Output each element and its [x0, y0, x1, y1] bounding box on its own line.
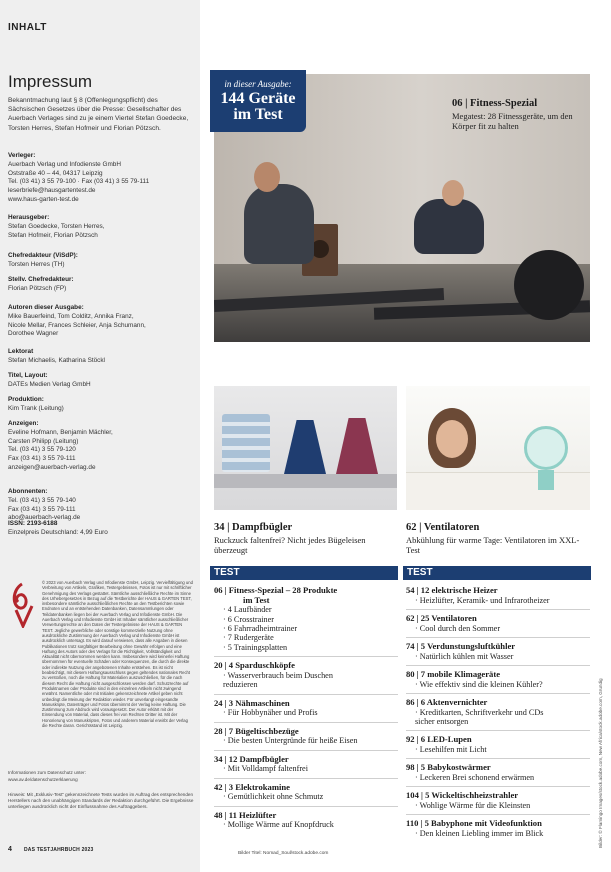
toc-entry[interactable]: [406, 642, 590, 661]
impressum-block-line: Eveline Hofmann, Benjamin Mächler,: [8, 428, 113, 436]
toc-divider: [406, 693, 590, 694]
privacy-url[interactable]: www.av.de/datenschutzerklaerung: [8, 777, 78, 782]
toc-entry-subtitle: · 7 Rudergeräte: [223, 633, 274, 643]
impressum-block-line[interactable]: leserbriefe@hausgartentest.de: [8, 187, 96, 195]
toc-entry-subtitle: · Natürlich kühlen mit Wasser: [415, 651, 514, 661]
toc-entry[interactable]: [406, 698, 590, 726]
publisher-logo-icon: [8, 580, 38, 628]
impressum-block-line: Tel. (03 41) 3 55 79-140: [8, 496, 76, 504]
impressum-block: [8, 520, 196, 538]
toc-divider: [214, 722, 398, 723]
feature-caption-fan[interactable]: [406, 522, 589, 555]
impressum-block-label: Herausgeber:: [8, 214, 50, 221]
exclusive-test-hint: Hinweis: Mit „Exklusiv-Test“ gekennzeichnete Tests wurden im Auftrag des entsprechenden Herstellers nach den unabhängigen Standards der Redaktion durchgeführt. Die Ergebnisse unterliegen ausdrücklich nicht der Einflussnahme des Auftraggebers.: [8, 792, 194, 809]
toc-divider: [406, 665, 590, 666]
toc-entry-title: 104 | 5 Wickeltischheizstrahler: [406, 790, 519, 801]
toc-entry[interactable]: [406, 791, 590, 810]
photo-credit-title: Bilder Titel: Nomad_Soul/stock.adobe.com: [238, 851, 329, 856]
impressum-block-label: Stellv. Chefredakteur:: [8, 276, 74, 283]
impressum-block-line[interactable]: anzeigen@auerbach-verlag.de: [8, 463, 96, 471]
impressum-block-line[interactable]: abo@auerbach-verlag.de: [8, 514, 81, 522]
toc-entry-subtitle: · 6 Fahrradheimtrainer: [223, 624, 298, 633]
toc-entry[interactable]: [214, 783, 398, 802]
hero-caption[interactable]: [452, 98, 587, 131]
impressum-block-label: Produktion:: [8, 396, 44, 403]
impressum-block-line: Einzelpreis Deutschland: 4,99 Euro: [8, 528, 108, 536]
fan-feature-image: [406, 386, 590, 510]
toc-entry[interactable]: [214, 586, 398, 652]
toc-entry-title: 28 | 7 Bügeltischbezüge: [214, 725, 299, 736]
impressum-block: [8, 372, 196, 390]
impressum-block-line: Nicole Mellar, Frances Schleier, Anja Schumann,: [8, 321, 146, 329]
impressum-block-line: Dorothee Wagner: [8, 330, 59, 338]
toc-right: [406, 586, 590, 842]
toc-entry-subtitle: · Wohlige Wärme für die Kleinsten: [415, 801, 531, 810]
toc-entry-subtitle: · 5 Trainingsplatten: [223, 642, 288, 652]
impressum-block: [8, 396, 196, 414]
toc-entry[interactable]: [406, 735, 590, 754]
toc-entry-title: 06 | Fitness-Spezial – 28 Produkte im Test: [214, 585, 338, 605]
impressum-block-label: Titel, Layout:: [8, 372, 48, 379]
impressum-block-line: Fax (03 41) 3 55 79-111: [8, 505, 76, 513]
toc-entry-subtitle: · Heizlüfter, Keramik- und Infrarotheizer: [415, 595, 550, 605]
toc-bar-left: TEST: [210, 566, 398, 580]
impressum-block-line: Carsten Philipp (Leitung): [8, 437, 79, 445]
toc-entry-subtitle: · Den kleinen Liebling immer im Blick: [415, 829, 544, 838]
toc-divider: [214, 656, 398, 657]
toc-entry-title: 42 | 3 Elektrokamine: [214, 781, 290, 792]
feature-caption-iron[interactable]: [214, 522, 397, 555]
impressum-block-line: Tel. (03 41) 3 55 79-100 · Fax (03 41) 3 55 79-111: [8, 178, 150, 186]
toc-entry[interactable]: [406, 670, 590, 689]
toc-entry-subtitle: · Wasserverbrauch beim Duschen: [223, 670, 333, 680]
toc-entry-subtitle: · Wie effektiv sind die kleinen Kühler?: [415, 679, 543, 689]
fan-icon: [524, 426, 568, 470]
feature-subtext: Ruckzuck faltenfrei? Nicht jedes Bügeleisen überzeugt: [214, 535, 366, 555]
iron-icon: [284, 420, 326, 474]
toc-entry-title: 48 | 11 Heizlüfter: [214, 809, 277, 820]
impressum-block-label: Autoren dieser Ausgabe:: [8, 304, 84, 311]
impressum-block-label: Verleger:: [8, 152, 36, 159]
impressum-block: [8, 488, 196, 523]
toc-entry-subtitle: · Lesehilfen mit Licht: [415, 745, 487, 754]
toc-entry-title: 24 | 3 Nähmaschinen: [214, 697, 290, 708]
toc-divider: [214, 750, 398, 751]
toc-entry-subtitle: · Cool durch den Sommer: [415, 623, 501, 633]
toc-entry[interactable]: [214, 755, 398, 774]
impressum-intro: Bekanntmachung laut § 8 (Offenlegungspflicht) des Sächsischen Gesetzes über die Presse: Gesellschafter des Auerbach Verlages sind zu je einem Viertel Stefan Goedecke, Torsten Herres, Stefan Hofmeir und Florian Pötzsch.: [8, 97, 189, 132]
photo-credit-side: Bilder: © Flamingo Images/stock.adobe.com, New Africa/stock.adobe.com, Grundig: [598, 678, 603, 848]
toc-entry-subtitle: · 6 Crosstrainer: [223, 614, 274, 624]
toc-divider: [214, 694, 398, 695]
impressum-block: [8, 152, 196, 205]
impressum-block: [8, 304, 196, 339]
toc-entry[interactable]: [214, 699, 398, 718]
toc-entry-subtitle: · Leckeren Brei schonend erwärmen: [415, 773, 535, 782]
toc-entry-subtitle: · Gemütlichkeit ohne Schmutz: [223, 792, 324, 802]
hero-heading: 06 | Fitness-Spezial: [452, 98, 538, 109]
toc-divider: [406, 814, 590, 815]
impressum-block-label: Chefredakteur (ViSdP):: [8, 252, 78, 259]
impressum-block-line: Stefan Goedecke, Torsten Herres,: [8, 222, 105, 230]
impressum-block-line: Tel. (03 41) 3 55 79-120: [8, 446, 76, 454]
toc-entry-subtitle: reduzieren: [223, 680, 258, 690]
impressum-block: [8, 420, 196, 473]
impressum-block-line: Fax (03 41) 3 55 79-111: [8, 455, 76, 463]
impressum-block-label: Abonnenten:: [8, 488, 48, 495]
feature-heading: 34 | Dampfbügler: [214, 522, 293, 533]
impressum-block-line: Mike Bauerfeind, Tom Colditz, Annika Franz,: [8, 312, 134, 320]
iron-icon: [336, 418, 378, 474]
toc-entry-title: 54 | 12 elektrische Heizer: [406, 585, 498, 595]
toc-entry[interactable]: [406, 819, 590, 838]
impressum-block-line: Oststraße 40 – 44, 04317 Leipzig: [8, 169, 103, 177]
impressum-block-label: Lektorat: [8, 348, 34, 355]
toc-entry[interactable]: [406, 586, 590, 605]
toc-entry-title: 62 | 25 Ventilatoren: [406, 613, 477, 623]
toc-divider: [406, 786, 590, 787]
impressum-block-line: Torsten Herres (TH): [8, 260, 65, 268]
feature-subtext: Abkühlung für warme Tage: Ventilatoren im XXL-Test: [406, 535, 580, 555]
toc-entry-subtitle: sicher entsorgen: [415, 717, 469, 726]
toc-entry-subtitle: · Kreditkarten, Schriftverkehr und CDs: [415, 707, 544, 717]
toc-entry-title: 80 | 7 mobile Klimageräte: [406, 669, 501, 679]
toc-entry-subtitle: · Mollige Wärme auf Knopfdruck: [223, 820, 334, 830]
toc-entry-title: 20 | 4 Sparduschköpfe: [214, 660, 295, 671]
toc-entry-subtitle: · 4 Laufbänder: [223, 605, 272, 615]
toc-divider: [406, 609, 590, 610]
impressum-block: [8, 252, 196, 270]
impressum-block-line: Kim Trank (Leitung): [8, 404, 64, 412]
toc-entry-subtitle: · Für Hobbynäher und Profis: [223, 708, 318, 718]
impressum-block: [8, 276, 196, 294]
impressum-block-line: Stefan Hofmeir, Florian Pötzsch: [8, 231, 98, 239]
toc-entry-title: 98 | 5 Babykostwärmer: [406, 762, 491, 773]
toc-entry[interactable]: [406, 614, 590, 633]
badge-subtitle: in dieser Ausgabe:: [224, 79, 292, 89]
toc-bar-right: TEST: [403, 566, 591, 580]
toc-entry[interactable]: [214, 661, 398, 689]
impressum-block-line: Stefan Michaelis, Katharina Stöckl: [8, 356, 105, 364]
toc-entry-title: 110 | 5 Babyphone mit Videofunktion: [406, 818, 542, 829]
magazine-name: DAS TESTJAHRBUCH 2023: [24, 847, 94, 853]
impressum-block: [8, 214, 196, 240]
toc-entry-title: 34 | 12 Dampfbügler: [214, 753, 289, 764]
section-label: INHALT: [8, 22, 47, 33]
legal-notice: © 2023 von Auerbach Verlag und Infodienste GmbH, Leipzig. Vervielfältigung und Verbreitung von Artikeln, Grafiken, Testergebnissen, Fotos ist nur mit schriftlicher Genehmigung des Verlags gestattet. Sämtliche ausschließliche Rechte im Sinne des Urhebergesetzes in Bezug auf die Testberichte der HAUS & GARTEN TEST, insbesondere sämtliche ausschließlichen Rechte an den Testberichten sowie Endnoten und an entstehenden Datenbanken, Datensammlungen oder Teildatenbanken liegen bei der Auerbach Verlag und Infodienste GmbH. Die Auerbach Verlag und Infodienste GmbH ist Inhaber sämtlicher ausschließlicher Verwertungsrechte an den Daten der Testergebnisse der HAUS & GARTEN TEST. Jegliche gewerbliche oder sonstige kommerzielle Nutzung ohne ausdrückliche Zustimmung der Auerbach Verlag und Infodienste GmbH ist ausdrücklich untersagt. Es wird darauf verwiesen, dass alle Angaben in diesen Publikationen trotz sorgfältiger Bearbeitung ohne Gewähr erfolgen und eine Haftung des Autors oder des Verlags für die Richtigkeit, Vollständigkeit und Aktualität nicht übernommen werden kann. Insbesondere wird keinerlei Haftung übernommen für eventuelle Schäden oder Konsequenzen, die durch die direkte oder indirekte Nutzung der angebotenen Inhalte entstehen. Es ist nicht beabsichtigt, mit diesem Haftungsausschluss gegen geltendes nationales Recht zu verstoßen, noch die Haftung für Materialien auszuschließen, für die nach diesem Recht die Haftung nicht ausgeschlossen werden darf. Schutzrechte auf Produktnamen oder Produkte sind in den einzelnen Artikeln nicht zwingend erwähnt. Namentliche oder mit Initialen gekennzeichnete Artikel geben nicht unbedingt die Meinung der Redaktion wieder. Für unverlangt eingesandte Manuskripte, Datenträger und Fotos übernimmt der Verlag keine Haftung. Die Zustimmung zum Abdruck wird vorausgesetzt. Der Autor erklärt mit der Einsendung von Material, dass dieses frei von Rechten Dritter ist. Mit der Honorierung von Manuskripten, Fotos und anderem Material erwirbt der Verlag die Rechte daran. Gerichtsstand ist Leipzig.: [42, 580, 193, 729]
badge-title: 144 Geräte im Test: [220, 90, 296, 123]
impressum-block-label: ISSN: 2193-6188: [8, 520, 58, 527]
toc-entry[interactable]: [214, 811, 398, 830]
impressum-block-line: DATEs Medien Verlag GmbH: [8, 380, 91, 388]
impressum-block-line: Auerbach Verlag und Infodienste GmbH: [8, 160, 121, 168]
toc-entry-subtitle: · Die besten Untergründe für heiße Eisen: [223, 736, 358, 746]
toc-divider: [214, 778, 398, 779]
toc-left: [214, 586, 398, 834]
iron-feature-image: [214, 386, 397, 510]
toc-entry-title: 86 | 6 Aktenvernichter: [406, 697, 488, 707]
toc-entry-subtitle: · Mit Volldampf faltenfrei: [223, 764, 308, 774]
impressum-block-line[interactable]: www.haus-garten-test.de: [8, 195, 79, 203]
toc-divider: [214, 806, 398, 807]
page-number: 4: [8, 846, 12, 853]
impressum-title: Impressum: [8, 72, 93, 91]
hero-subtext: Megatest: 28 Fitnessgeräte, um den Körper fit zu halten: [452, 111, 573, 131]
toc-entry-title: 92 | 6 LED-Lupen: [406, 734, 472, 745]
toc-entry-title: 74 | 5 Verdunstungsluftkühler: [406, 641, 516, 651]
toc-entry[interactable]: [214, 727, 398, 746]
toc-divider: [406, 637, 590, 638]
impressum-block-line: Florian Pötzsch (FP): [8, 284, 67, 292]
toc-entry[interactable]: [406, 763, 590, 782]
feature-heading: 62 | Ventilatoren: [406, 522, 480, 533]
toc-divider: [406, 758, 590, 759]
impressum-block: [8, 348, 196, 366]
toc-divider: [406, 730, 590, 731]
impressum-block-label: Anzeigen:: [8, 420, 39, 427]
privacy-label: Informationen zum Datenschutz unter:: [8, 770, 86, 775]
